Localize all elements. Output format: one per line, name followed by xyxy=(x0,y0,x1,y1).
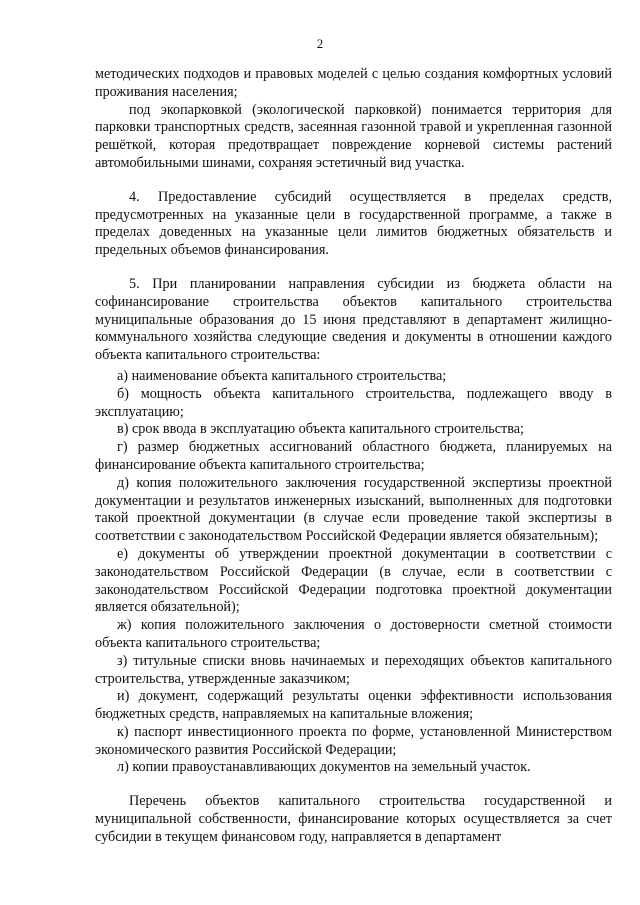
paragraph-ecoparking-definition: под экопарковкой (экологической парковкой) понимается территория для парковки транспортных средств, засеянная газонной травой и укрепленная газонной решёткой, которая предотвращает повреждение корневой системы растений автомобильными шинами, сохраняя эстетичный вид участка. xyxy=(95,101,612,171)
list-item: в) срок ввода в эксплуатацию объекта капитального строительства; xyxy=(117,421,524,438)
documents-list xyxy=(95,368,612,777)
list-item: г) размер бюджетных ассигнований областного бюджета, планируемых на финансирование объекта капитального строительства; xyxy=(95,439,612,473)
page-number: 2 xyxy=(316,36,324,51)
list-item: з) титульные списки вновь начинаемых и переходящих объектов капитального строительства, утвержденные заказчиком; xyxy=(95,652,612,687)
paragraph-item-5: 5. При планировании направления субсидии из бюджета области на софинансирование строительства объектов капитального строительства муниципальные образования до 15 июня представляют в департамент жилищно-коммунального хозяйства следующие сведения и документы в отношении каждого объекта капитального строительства: xyxy=(95,275,612,364)
list-item: д) копия положительного заключения государственной экспертизы проектной документации и результатов инженерных изысканий, выполненных для подготовки такой проектной документации (в случае если проведение такой экспертизы в соответствии с законодательством Российской Федерации является обязательным); xyxy=(95,474,612,545)
list-item: и) документ, содержащий результаты оценки эффективности использования бюджетных средств, направляемых на капитальные вложения; xyxy=(95,688,612,723)
list-item: а) наименование объекта капитального строительства; xyxy=(117,367,447,384)
list-item: л) копии правоустанавливающих документов на земельный участок. xyxy=(117,759,531,776)
list-item: е) документы об утверждении проектной документации в соответствии с законодательством Российской Федерации (в случае, если в соответствии с законодательством Российской Федерации подготовка проектной документации является обязательной); xyxy=(95,545,612,616)
paragraph-list-of-objects: Перечень объектов капитального строительства государственной и муниципальной собственности, финансирование которых осуществляется за счет субсидии в текущем финансовом году, направляется в департамент xyxy=(95,793,612,845)
list-item: б) мощность объекта капитального строительства, подлежащего вводу в эксплуатацию; xyxy=(95,385,612,420)
list-item: ж) копия положительного заключения о достоверности сметной стоимости объекта капитального строительства; xyxy=(95,617,612,651)
document-body xyxy=(95,66,612,847)
paragraph-continuation: методических подходов и правовых моделей с целью создания комфортных условий проживания населения; xyxy=(95,66,612,100)
paragraph-item-4: 4. Предоставление субсидий осуществляется в пределах средств, предусмотренных на указанные цели в государственной программе, а также в пределах доведенных на указанные цели лимитов бюджетных обязательств и предельных объемов финансирования. xyxy=(95,188,612,259)
list-item: к) паспорт инвестиционного проекта по форме, установленной Министерством экономического развития Российской Федерации; xyxy=(95,723,612,758)
